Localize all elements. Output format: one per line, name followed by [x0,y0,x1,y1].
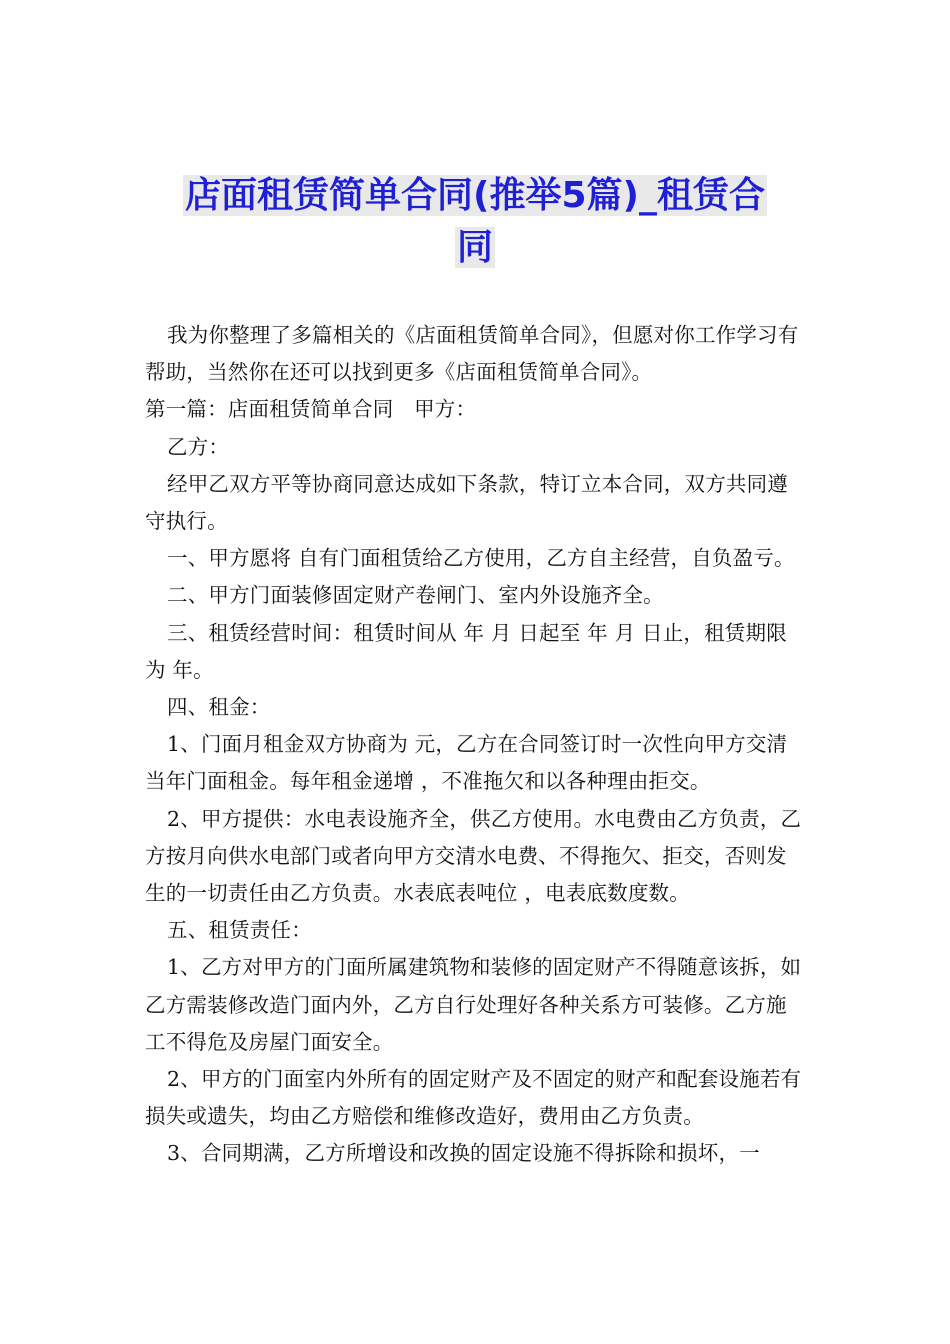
paragraph-rent-2: 2、甲方提供：水电表设施齐全，供乙方使用。水电费由乙方负责，乙方按月向供水电部门或者向甲方交清水电费、不得拖欠、拒交，否则发生的一切责任由乙方负责。水表底表吨位 ，电表底数度数。 [145,806,802,906]
document-title [120,170,830,274]
paragraph-preamble: 经甲乙双方平等协商同意达成如下条款，特订立本合同，双方共同遵守执行。 [145,471,788,534]
paragraph-clause-1: 一、甲方愿将 自有门面租赁给乙方使用，乙方自主经营，自负盈亏。 [167,546,795,571]
title-line-1: 店面租赁简单合同(推举5篇)_租赁合 [185,175,765,216]
title-line-2: 同 [456,227,493,268]
paragraph-clause-5: 五、租赁责任： [167,918,312,943]
paragraph-duty-1: 1、乙方对甲方的门面所属建筑物和装修的固定财产不得随意该拆，如乙方需装修改造门面内外，乙方自行处理好各种关系方可装修。乙方施工不得危及房屋门面安全。 [145,955,802,1054]
paragraph-clause-3: 三、租赁经营时间：租赁时间从 年 月 日起至 年 月 日止，租赁期限为 年。 [145,620,787,682]
paragraph-clause-2: 二、甲方门面装修固定财产卷闸门、室内外设施齐全。 [167,583,664,608]
document-body [145,317,807,1173]
paragraph-intro: 我为你整理了多篇相关的《店面租赁简单合同》，但愿对你工作学习有帮助，当然你在还可以找到更多《店面租赁简单合同》。 [145,323,799,385]
paragraph-clause-4: 四、租金： [167,695,271,720]
paragraph-party-b: 乙方： [167,434,230,459]
paragraph-section-heading: 第一篇：店面租赁简单合同 甲方： [145,397,477,422]
paragraph-duty-2: 2、甲方的门面室内外所有的固定财产及不固定的财产和配套设施若有损失或遗失，均由乙方赔偿和维修改造好，费用由乙方负责。 [145,1067,802,1129]
paragraph-duty-3: 3、合同期满，乙方所增设和改换的固定设施不得拆除和损坏，一 [167,1141,760,1166]
paragraph-rent-1: 1、门面月租金双方协商为 元，乙方在合同签订时一次性向甲方交清当年门面租金。每年租金递增 ，不准拖欠和以各种理由拒交。 [145,732,788,794]
